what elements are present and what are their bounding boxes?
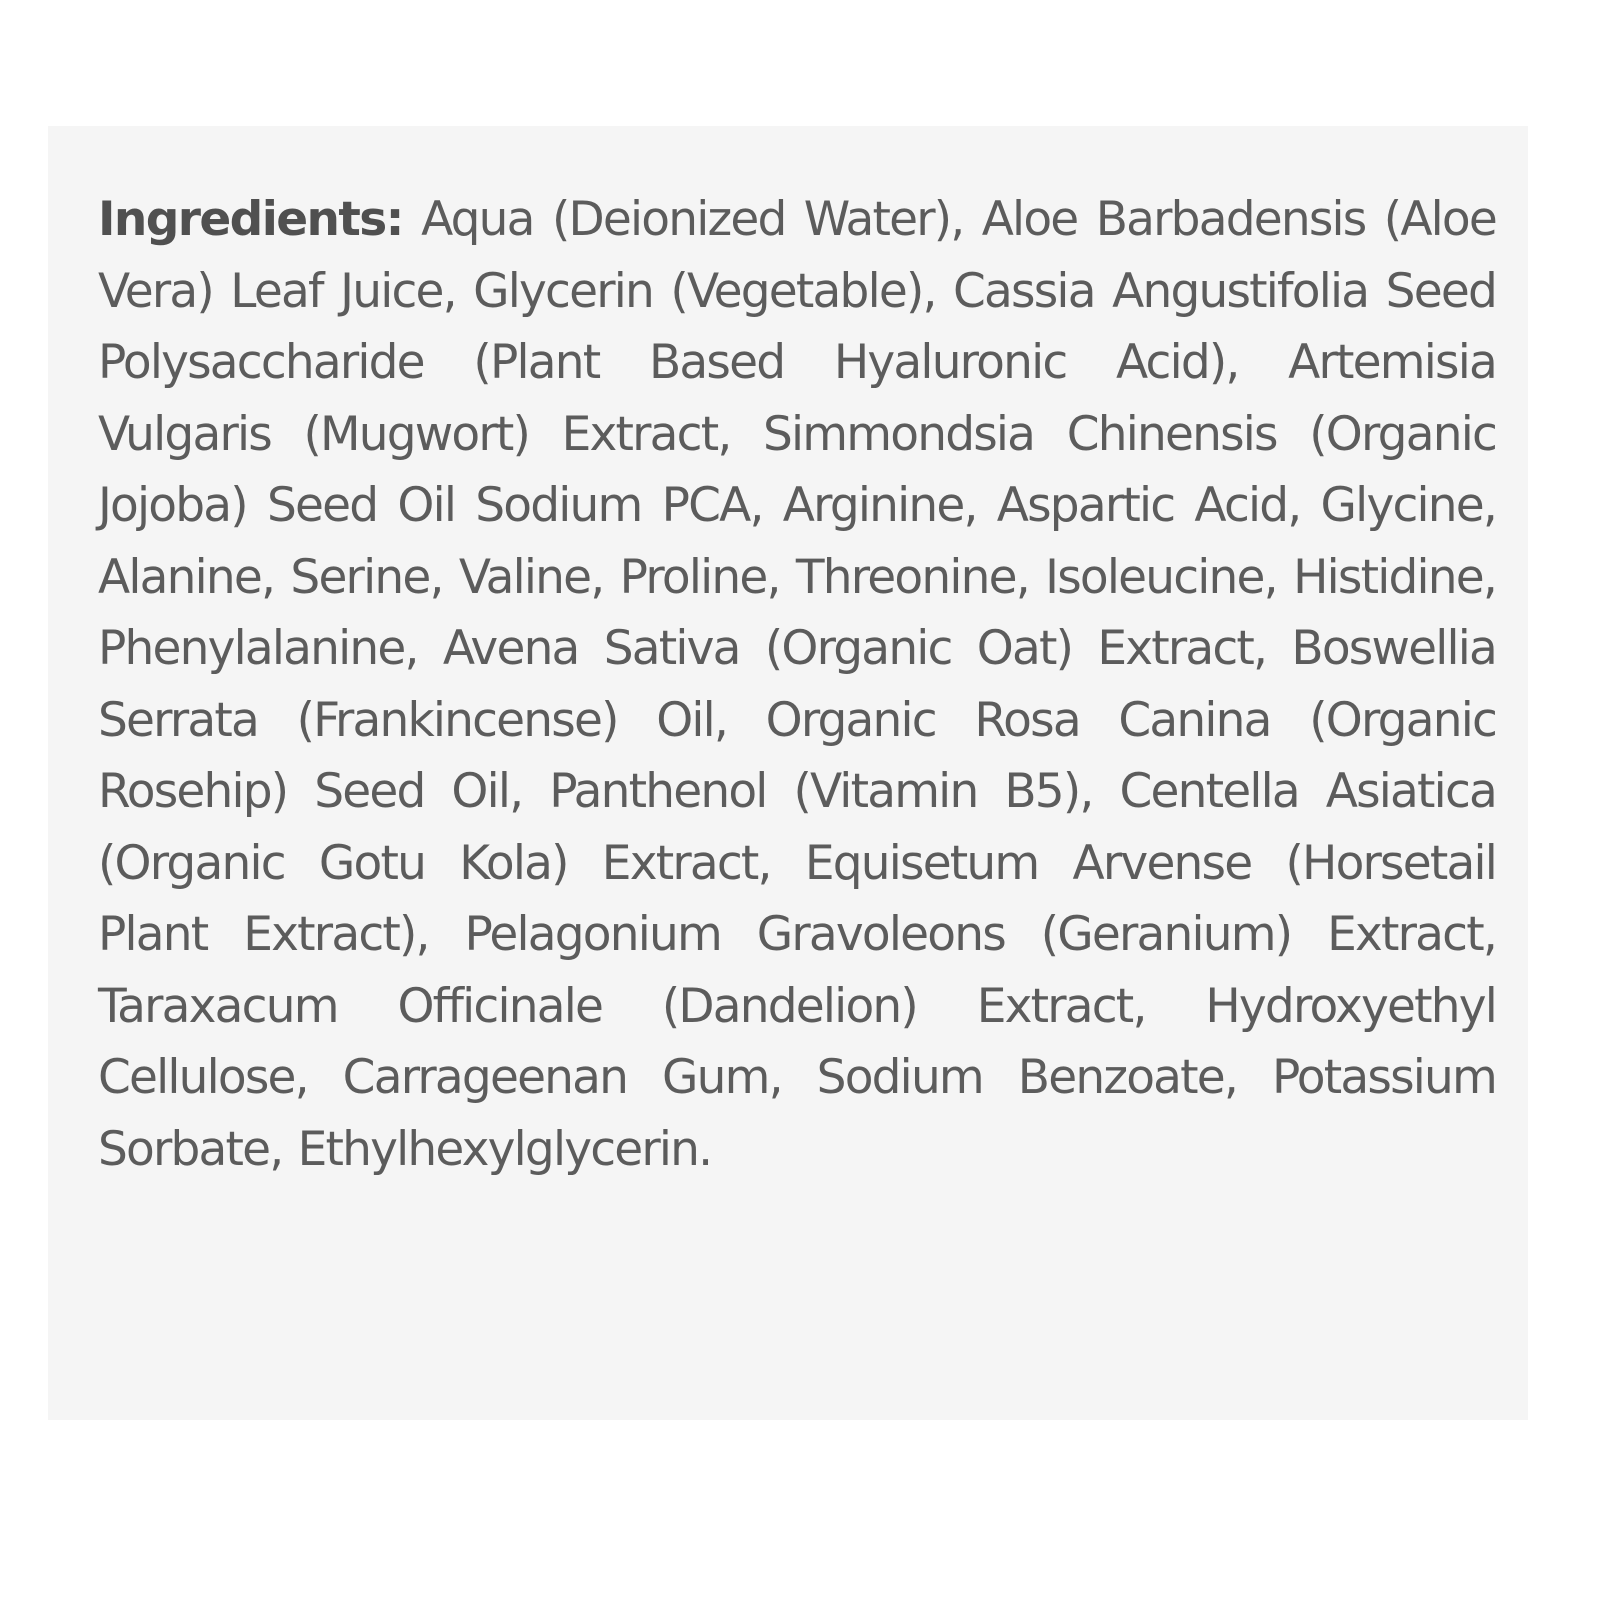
ingredients-heading: Ingredients:	[98, 192, 403, 247]
ingredients-paragraph	[98, 184, 1496, 1185]
ingredients-list: Aqua (Deionized Water), Aloe Barbadensis (Aloe Vera) Leaf Juice, Glycerin (Vegetable), Cassia Angustifolia Seed Polysaccharide (Plant Based Hyaluronic Acid), Artemisia Vulgaris (Mugwort) Extract, Simmondsia Chinensis (Organic Jojoba) Seed Oil Sodium PCA, Arginine, Aspartic Acid, Glycine, Alanine, Serine, Valine, Proline, Threonine, Isoleucine, Histidine, Phenylalanine, Avena Sativa (Organic Oat) Extract, Boswellia Serrata (Frankincense) Oil, Organic Rosa Canina (Organic Rosehip) Seed Oil, Panthenol (Vitamin B5), Centella Asiatica (Organic Gotu Kola) Extract, Equisetum Arvense (Horsetail Plant Extract), Pelagonium Gravoleons (Geranium) Extract, Taraxacum Officinale (Dandelion) Extract, Hydroxyethyl Cellulose, Carrageenan Gum, Sodium Benzoate, Potassium Sorbate, Ethylhexylglycerin.	[98, 192, 1496, 1177]
ingredients-label-panel	[48, 126, 1528, 1420]
